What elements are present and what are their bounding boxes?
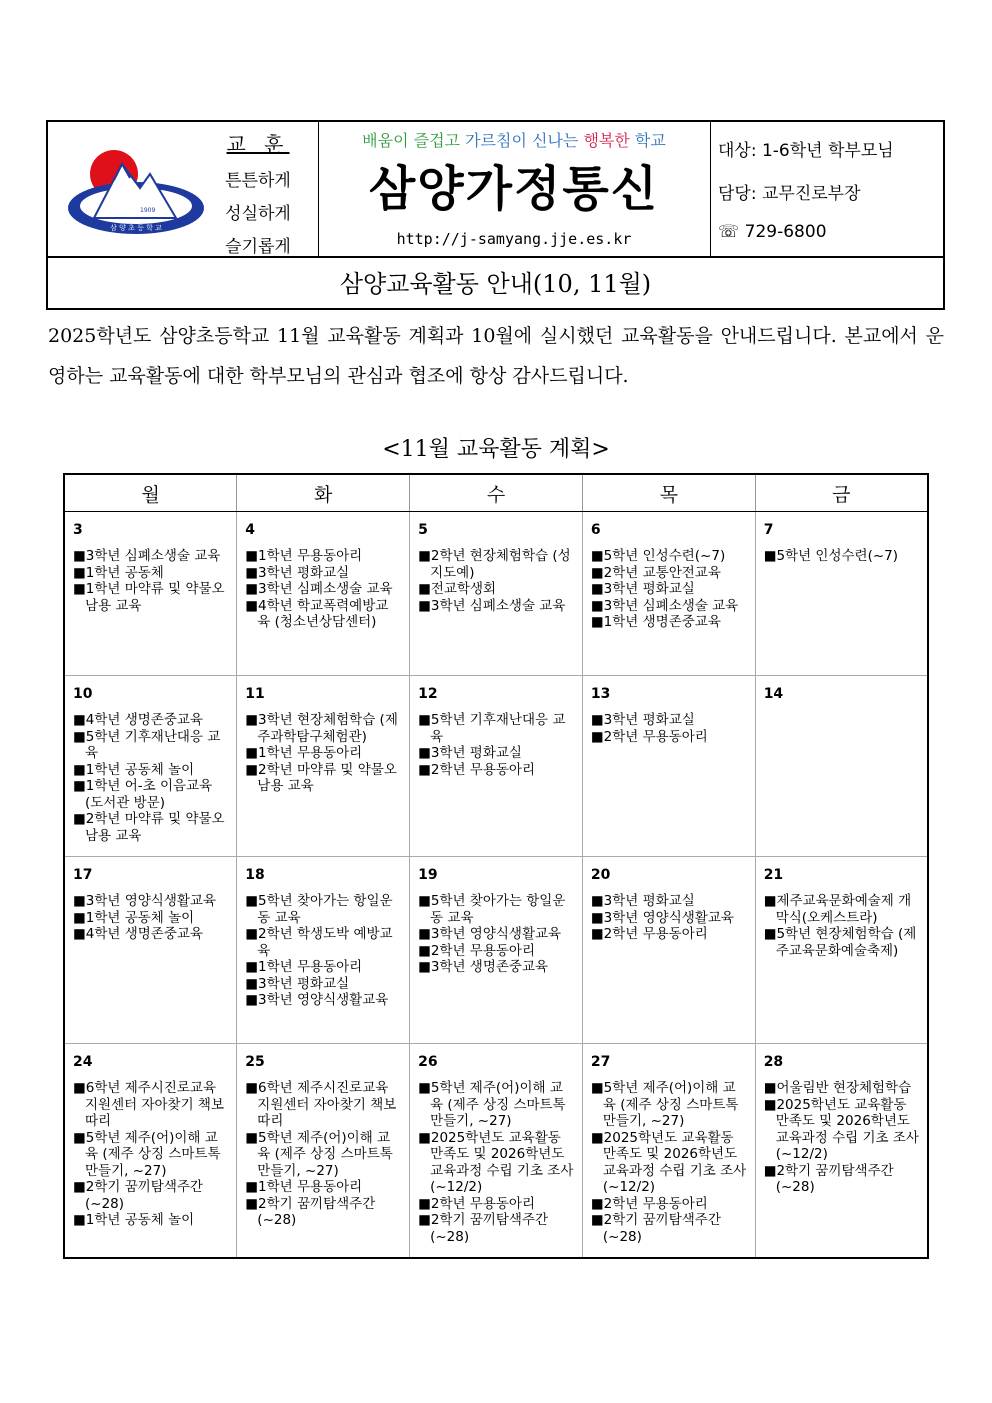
calendar-event: ■2학기 꿈끼탐색주간 (~28) — [245, 1195, 376, 1228]
calendar-day-cell — [237, 1044, 410, 1258]
calendar-event: ■2학년 무용동아리 — [590, 926, 708, 942]
calendar-day-cell — [755, 1044, 928, 1258]
calendar-event: ■3학년 평화교실 — [245, 975, 350, 992]
day-number: 5 — [418, 522, 428, 538]
day-number: 25 — [245, 1054, 265, 1070]
weekday-header: 금 — [755, 474, 928, 512]
calendar-event: ■3학년 영양식생활교육 — [418, 926, 562, 942]
logo-motto-cell — [48, 122, 319, 256]
school-motto — [206, 128, 310, 264]
phone-number: ☏ 729-6800 — [718, 222, 827, 242]
logo-year: 1909 — [140, 207, 156, 214]
calendar-event: ■2학년 무용동아리 — [418, 942, 536, 959]
calendar-day-cell — [582, 857, 755, 1044]
calendar-event: ■6학년 제주시진로교육 지원센터 자아찾기 책보따리 — [73, 1080, 224, 1129]
calendar-day-cell — [410, 676, 583, 857]
calendar-day-cell — [237, 512, 410, 676]
day-number: 26 — [418, 1054, 438, 1070]
calendar-event: ■3학년 영양식생활교육 — [245, 992, 389, 1008]
calendar-event: ■5학년 제주(어)이해 교육 (제주 상징 스마트톡 만들기, ~27) — [590, 1080, 739, 1129]
calendar-event: ■2학기 꿈끼탐색주간 (~28) — [590, 1212, 721, 1245]
calendar-day-cell — [64, 1044, 237, 1258]
calendar-title: <11월 교육활동 계획> — [382, 437, 610, 462]
day-number: 6 — [590, 522, 601, 538]
calendar-day-cell — [410, 1044, 583, 1258]
slogan-part: 가르침이 신나는 — [465, 131, 584, 150]
calendar-event: ■5학년 기후재난대응 교육 — [418, 712, 566, 745]
calendar-event: ■1학년 무용동아리 — [245, 745, 363, 761]
calendar-event: ■1학년 공동체 놀이 — [73, 761, 195, 778]
calendar-event: ■3학년 심폐소생술 교육 — [73, 548, 221, 564]
day-number: 3 — [73, 522, 83, 538]
school-logo-icon — [66, 142, 206, 238]
calendar-event: ■3학년 심폐소생술 교육 — [418, 597, 566, 614]
calendar-event: ■3학년 영양식생활교육 — [590, 909, 734, 926]
day-number: 19 — [418, 867, 438, 883]
day-number: 18 — [245, 867, 265, 883]
calendar-event: ■어울림반 현장체험학습 — [763, 1080, 912, 1096]
calendar-event: ■2학기 꿈끼탐색주간 (~28) — [418, 1212, 549, 1245]
calendar-event: ■4학년 생명존중교육 — [73, 926, 203, 942]
calendar-event: ■4학년 학교폭력예방교육 (청소년상담센터) — [245, 597, 389, 630]
calendar-event: ■2학년 학생도박 예방교육 — [245, 926, 393, 959]
motto-title: 교 훈 — [226, 132, 290, 156]
calendar-event: ■1학년 공동체 놀이 — [73, 909, 195, 926]
calendar-day-cell — [755, 857, 928, 1044]
calendar-day-cell — [582, 676, 755, 857]
calendar-event: ■3학년 심폐소생술 교육 — [245, 581, 393, 597]
calendar-day-cell — [410, 512, 583, 676]
day-number: 11 — [245, 686, 265, 702]
calendar-event: ■5학년 현장체험학습 (제주교육문화예술축제) — [763, 926, 917, 959]
weekday-header: 수 — [410, 474, 583, 512]
calendar-week-row — [64, 857, 928, 1044]
info-cell — [710, 122, 943, 256]
calendar-day-cell — [582, 512, 755, 676]
weekday-header: 화 — [237, 474, 410, 512]
calendar-day-cell — [755, 676, 928, 857]
activity-calendar — [63, 473, 929, 1259]
calendar-event: ■3학년 평화교실 — [590, 712, 695, 728]
calendar-event: ■3학년 현장체험학습 (제주과학탐구체험관) — [245, 712, 398, 745]
calendar-event: ■2025학년도 교육활동 만족도 및 2026학년도 교육과정 수립 기초 조사(~12/2) — [590, 1129, 747, 1195]
calendar-event: ■2학년 무용동아리 — [418, 1195, 536, 1212]
school-url: http://j-samyang.jje.es.kr — [396, 230, 632, 248]
calendar-day-cell — [410, 857, 583, 1044]
slogan-part: 행복한 — [583, 131, 635, 150]
day-number: 28 — [763, 1054, 784, 1070]
calendar-event: ■1학년 공동체 — [73, 564, 164, 581]
day-number: 27 — [590, 1054, 611, 1070]
calendar-week-row — [64, 512, 928, 676]
calendar-event: ■5학년 찾아가는 항일운동 교육 — [418, 893, 566, 926]
day-number: 20 — [590, 867, 611, 883]
calendar-event: ■3학년 심폐소생술 교육 — [590, 597, 739, 614]
calendar-day-cell — [237, 857, 410, 1044]
calendar-event: ■3학년 영양식생활교육 — [73, 893, 217, 909]
school-slogan — [318, 128, 710, 151]
calendar-event: ■1학년 무용동아리 — [245, 959, 363, 975]
day-number: 7 — [763, 522, 774, 538]
newsletter-header — [46, 120, 945, 310]
calendar-event: ■5학년 제주(어)이해 교육 (제주 상징 스마트톡 만들기, ~27) — [73, 1129, 221, 1179]
calendar-event: ■2학기 꿈끼탐색주간 (~28) — [763, 1162, 894, 1195]
calendar-event: ■6학년 제주시진로교육 지원센터 자아찾기 책보따리 — [245, 1080, 397, 1129]
person-in-charge: 담당: 교무진로부장 — [718, 184, 861, 204]
newsletter-subtitle: 삼양교육활동 안내(10, 11월) — [339, 270, 652, 298]
target-audience: 대상: 1-6학년 학부모님 — [718, 141, 894, 161]
day-number: 4 — [245, 522, 256, 538]
calendar-event: ■5학년 제주(어)이해 교육 (제주 상징 스마트톡 만들기, ~27) — [418, 1080, 566, 1129]
title-cell — [318, 122, 711, 256]
calendar-event: ■3학년 평화교실 — [590, 581, 695, 597]
calendar-event: ■2학년 마약류 및 약물오남용 교육 — [73, 811, 225, 844]
day-number: 24 — [73, 1054, 93, 1070]
weekday-header-row — [64, 474, 928, 512]
intro-paragraph: 2025학년도 삼양초등학교 11월 교육활동 계획과 10월에 실시했던 교육활동을 안내드립니다. 본교에서 운영하는 교육활동에 대한 학부모님의 관심과 협조에 항상 감사드립니다. — [48, 325, 944, 387]
calendar-event: ■5학년 제주(어)이해 교육 (제주 상징 스마트톡 만들기, ~27) — [245, 1129, 393, 1179]
calendar-event: ■3학년 평화교실 — [418, 745, 522, 761]
motto-item: 성실하게 — [225, 204, 291, 224]
calendar-event: ■4학년 생명존중교육 — [73, 712, 203, 728]
motto-item: 튼튼하게 — [225, 171, 291, 191]
calendar-day-cell — [237, 676, 410, 857]
weekday-header: 월 — [64, 474, 237, 512]
motto-item: 슬기롭게 — [225, 237, 291, 257]
calendar-event: ■1학년 공동체 놀이 — [73, 1212, 195, 1228]
header-top-row — [48, 122, 943, 258]
calendar-event: ■2학년 교통안전교육 — [590, 564, 721, 581]
slogan-part: 배움이 즐겁고 — [362, 131, 466, 150]
logo-school-name: 삼 양 초 등 학 교 — [110, 224, 162, 232]
day-number: 14 — [763, 686, 784, 702]
calendar-event: ■제주교육문화예술제 개막식(오케스트라) — [763, 893, 912, 926]
calendar-week-row — [64, 676, 928, 857]
calendar-week-row — [64, 1044, 928, 1258]
day-number: 10 — [73, 686, 93, 702]
calendar-event: ■1학년 무용동아리 — [245, 1179, 363, 1195]
calendar-event: ■2학년 현장체험학습 (성지도예) — [418, 548, 571, 581]
calendar-day-cell — [582, 1044, 755, 1258]
day-number: 13 — [590, 686, 611, 702]
calendar-event: ■5학년 인성수련(~7) — [763, 548, 899, 564]
weekday-header: 목 — [582, 474, 755, 512]
day-number: 21 — [763, 867, 784, 883]
day-number: 12 — [418, 686, 438, 702]
calendar-day-cell — [64, 512, 237, 676]
calendar-event: ■3학년 평화교실 — [590, 893, 695, 909]
calendar-event: ■전교학생회 — [418, 581, 497, 597]
slogan-part: 학교 — [634, 131, 666, 150]
calendar-event: ■2학년 무용동아리 — [418, 761, 536, 778]
calendar-event: ■2학년 무용동아리 — [590, 728, 708, 745]
calendar-event: ■2학년 무용동아리 — [590, 1195, 708, 1212]
calendar-event: ■2학년 마약류 및 약물오남용 교육 — [245, 761, 397, 794]
calendar-event: ■1학년 생명존중교육 — [590, 614, 721, 630]
calendar-event: ■3학년 평화교실 — [245, 564, 350, 581]
calendar-day-cell — [64, 857, 237, 1044]
calendar-body — [64, 512, 928, 1258]
calendar-event: ■2025학년도 교육활동 만족도 및 2026학년도 교육과정 수립 기초 조사(~12/2) — [418, 1129, 574, 1195]
day-number: 17 — [73, 867, 93, 883]
calendar-event: ■1학년 마약류 및 약물오남용 교육 — [73, 581, 225, 614]
calendar-event: ■2025학년도 교육활동 만족도 및 2026학년도 교육과정 수립 기초 조사(~12/2) — [763, 1096, 919, 1162]
newsletter-title: 삼양가정통신 — [368, 161, 660, 217]
calendar-event: ■3학년 생명존중교육 — [418, 959, 549, 975]
calendar-event: ■5학년 기후재난대응 교육 — [73, 728, 221, 761]
calendar-event: ■1학년 무용동아리 — [245, 548, 363, 564]
calendar-event: ■5학년 찾아가는 항일운동 교육 — [245, 893, 393, 926]
calendar-event: ■1학년 어-초 이음교육 (도서관 방문) — [73, 778, 213, 811]
calendar-day-cell — [755, 512, 928, 676]
calendar-event: ■2학기 꿈끼탐색주간 (~28) — [73, 1179, 203, 1212]
calendar-event: ■5학년 인성수련(~7) — [590, 548, 726, 564]
calendar-day-cell — [64, 676, 237, 857]
